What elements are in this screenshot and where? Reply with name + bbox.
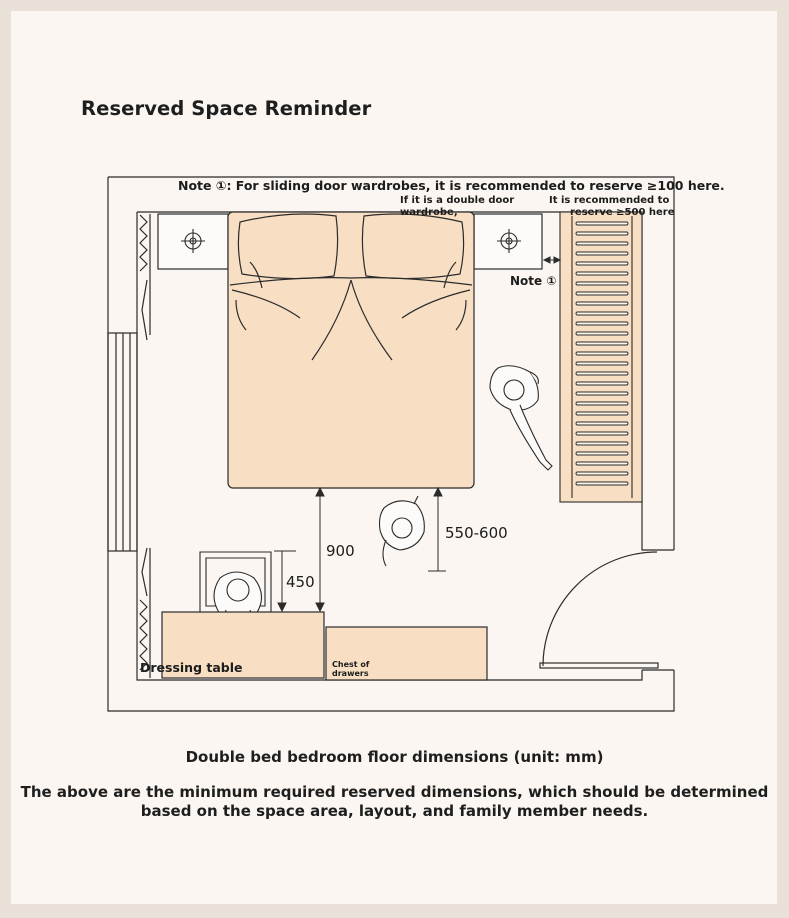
dressing-table-label: Dressing table: [140, 660, 243, 675]
chest-label-line2: drawers: [332, 669, 369, 678]
dimension-900: [316, 488, 324, 611]
dimension-550-600: [428, 488, 446, 571]
gap-arrow: [544, 257, 560, 263]
page-title: Reserved Space Reminder: [81, 97, 372, 120]
chest-label-line1: Chest of: [332, 660, 370, 669]
window: [108, 333, 137, 551]
person-icon: [490, 366, 552, 470]
door-leaf: [540, 663, 658, 668]
curtain-bottom: [140, 548, 150, 678]
dimension-550-600-label: 550-600: [445, 524, 508, 542]
note-recommend-line2: reserve ≥500 here: [570, 207, 675, 218]
note-double-door-line2: wardrobe,: [400, 207, 458, 218]
caption: Double bed bedroom floor dimensions (unit: mm): [185, 748, 604, 766]
person-icon: [380, 496, 425, 566]
curtain-top: [140, 214, 150, 340]
door-swing: [543, 552, 657, 666]
footnote: The above are the minimum required reserved dimensions, which should be determined based on the space area, layout, and family member needs.: [20, 783, 769, 820]
dimension-450-label: 450: [286, 573, 315, 591]
note-recommend-line1: It is recommended to: [549, 195, 670, 206]
note-double-door-line1: If it is a double door: [400, 195, 515, 206]
note-marker: Note ①: [510, 274, 557, 288]
pillow: [362, 214, 463, 279]
pillow: [238, 214, 337, 279]
dimension-900-label: 900: [326, 542, 355, 560]
note-sliding-door: Note ①: For sliding door wardrobes, it is recommended to reserve ≥100 here.: [178, 178, 725, 193]
